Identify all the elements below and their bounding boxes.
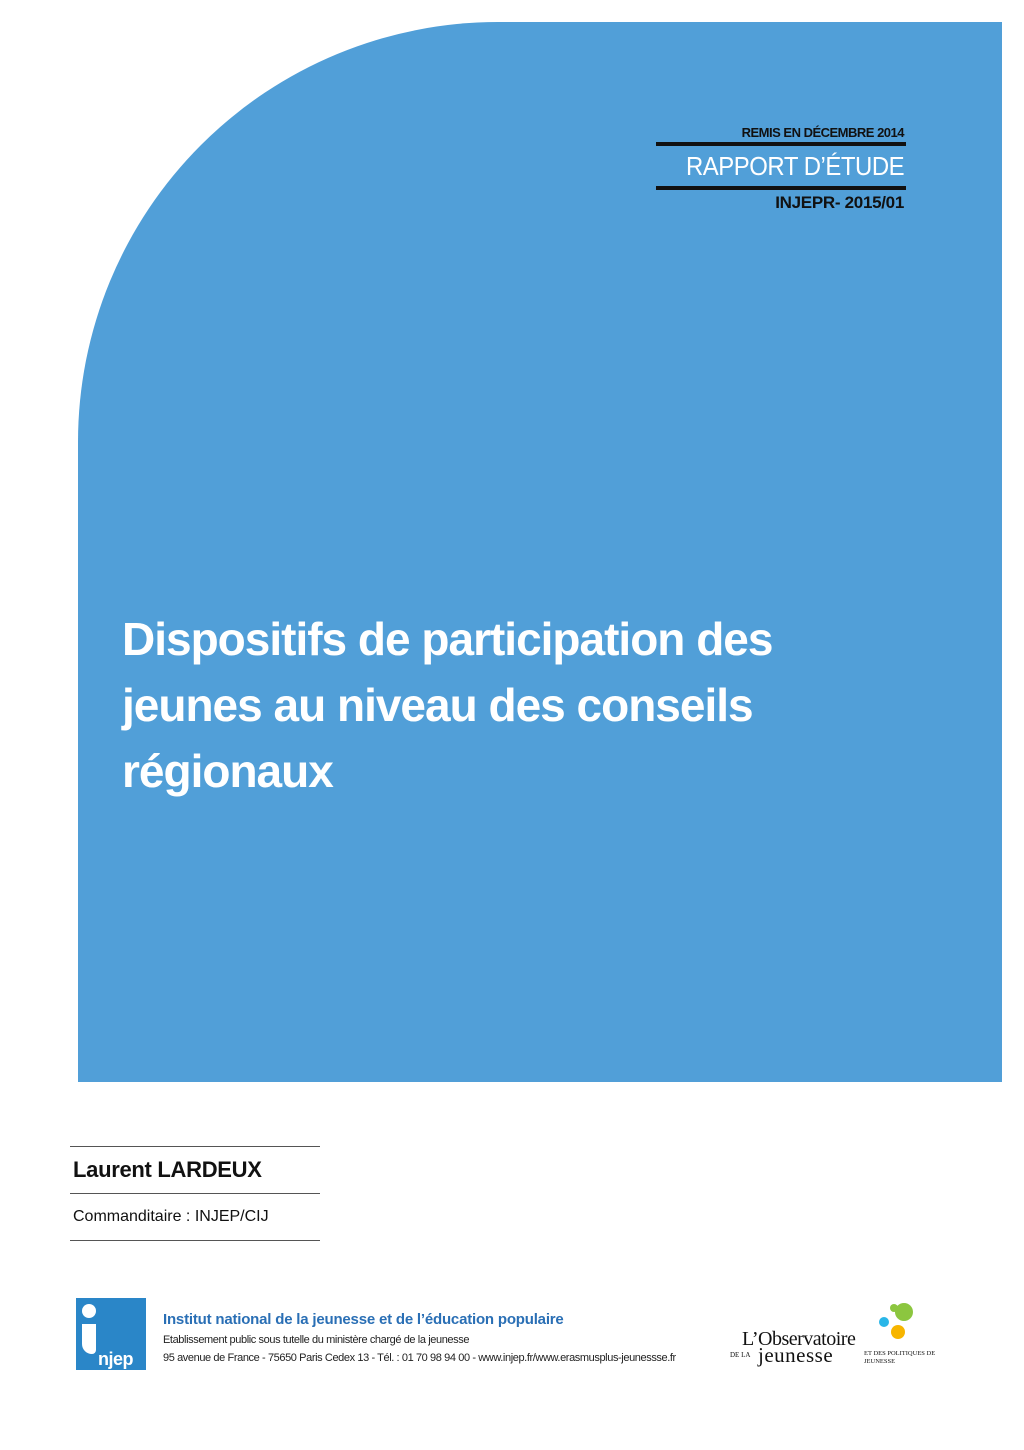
institute-info <box>163 1309 723 1367</box>
observatoire-de-la: DE LA <box>730 1351 751 1359</box>
title-line-1: Dispositifs de participation des <box>122 613 773 665</box>
institute-name: Institut national de la jeunesse et de l’éducation populaire <box>163 1311 564 1328</box>
author-block <box>70 1146 320 1241</box>
observatoire-logo <box>728 1300 958 1372</box>
observatoire-name: L’Observatoire <box>742 1328 856 1350</box>
green-dot-small <box>890 1304 898 1312</box>
observatoire-subtitle: ET DES POLITIQUES DE JEUNESSE <box>864 1350 936 1365</box>
page-title <box>122 606 942 804</box>
author-rule-bottom <box>70 1240 320 1241</box>
report-type: RAPPORT D’ÉTUDE <box>685 151 905 181</box>
injep-logo-stem <box>82 1324 96 1354</box>
cyan-dot <box>879 1317 889 1327</box>
report-header <box>656 124 906 216</box>
injep-logo-text: njep <box>98 1349 134 1369</box>
institute-status: Etablissement public sous tutelle du ministère chargé de la jeunesse <box>163 1334 470 1346</box>
institute-address: 95 avenue de France - 75650 Paris Cedex 13 - Tél. : 01 70 98 94 00 - www.injep.fr/www.erasmusplus-jeunessse.fr <box>163 1352 676 1364</box>
sponsor-line: Commanditaire : INJEP/CIJ <box>73 1208 269 1225</box>
green-dot-large <box>895 1303 913 1321</box>
title-line-3: régionaux <box>122 745 333 797</box>
observatoire-dots-icon <box>878 1302 918 1344</box>
observatoire-jeunesse: jeunesse <box>758 1343 834 1367</box>
submission-date: REMIS EN DÉCEMBRE 2014 <box>741 125 904 140</box>
yellow-dot <box>891 1325 905 1339</box>
title-line-2: jeunes au niveau des conseils <box>122 679 753 731</box>
injep-logo <box>76 1298 146 1370</box>
report-number: INJEPR- 2015/01 <box>775 193 904 212</box>
author-name: Laurent LARDEUX <box>73 1157 262 1182</box>
injep-logo-dot <box>82 1304 96 1318</box>
